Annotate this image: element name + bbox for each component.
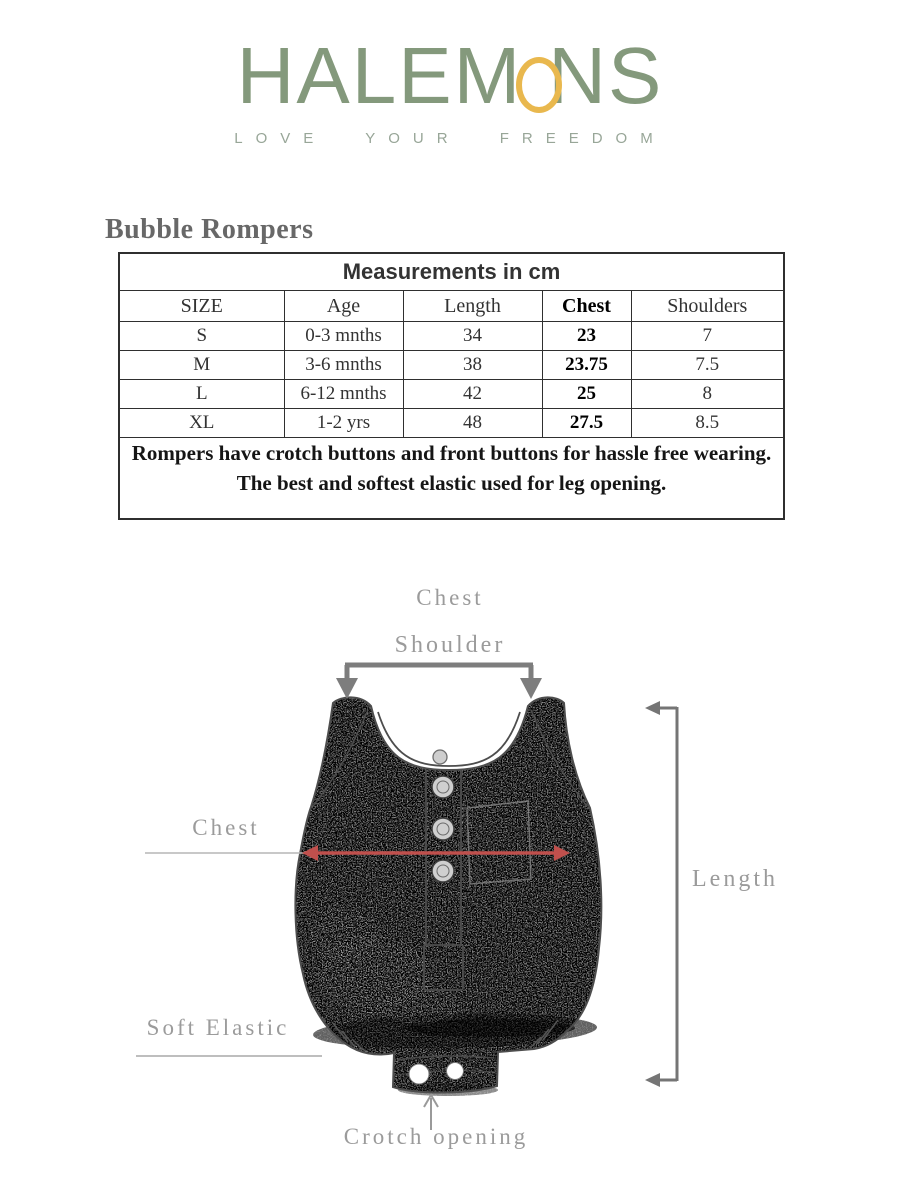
cell-chest: 23 <box>542 322 631 351</box>
soft-elastic-label: Soft Elastic <box>146 1015 290 1040</box>
cell-shoulders: 7.5 <box>631 351 784 380</box>
cell-size: S <box>119 322 284 351</box>
cell-size: M <box>119 351 284 380</box>
shoulder-width-arrow <box>336 665 542 699</box>
cell-age: 1-2 yrs <box>284 409 403 438</box>
brand-tagline: LOVE YOUR FREEDOM <box>234 130 666 147</box>
logo-text-prefix: HALEM <box>236 31 523 120</box>
table-title: Measurements in cm <box>119 253 784 291</box>
cell-length: 48 <box>403 409 542 438</box>
romper-illustration <box>295 697 601 1096</box>
logo-text-suffix: NS <box>548 31 664 120</box>
chest-left-label: Chest <box>192 815 260 840</box>
col-header-shoulders: Shoulders <box>631 291 784 322</box>
col-header-length: Length <box>403 291 542 322</box>
shoulder-label: Shoulder <box>394 632 506 658</box>
chest-top-label: Chest <box>416 585 484 610</box>
cell-age: 0-3 mnths <box>284 322 403 351</box>
cell-length: 38 <box>403 351 542 380</box>
cell-shoulders: 8 <box>631 380 784 409</box>
cell-age: 6-12 mnths <box>284 380 403 409</box>
note-line: Rompers have crotch buttons and front buttons for hassle free wearing. <box>131 441 772 465</box>
cell-length: 42 <box>403 380 542 409</box>
col-header-size: SIZE <box>119 291 284 322</box>
cell-size: XL <box>119 409 284 438</box>
length-label: Length <box>692 866 778 892</box>
cell-chest: 25 <box>542 380 631 409</box>
length-arrow <box>645 701 677 1087</box>
note-line: The best and softest elastic used for leg opening. <box>236 471 667 496</box>
cell-shoulders: 7 <box>631 322 784 351</box>
page-title: Bubble Rompers <box>105 214 314 245</box>
cell-length: 34 <box>403 322 542 351</box>
col-header-chest: Chest <box>542 291 631 322</box>
col-header-age: Age <box>284 291 403 322</box>
crotch-opening-label: Crotch opening <box>343 1124 529 1149</box>
cell-chest: 23.75 <box>542 351 631 380</box>
cell-size: L <box>119 380 284 409</box>
cell-shoulders: 8.5 <box>631 409 784 438</box>
cell-chest: 27.5 <box>542 409 631 438</box>
cell-age: 3-6 mnths <box>284 351 403 380</box>
